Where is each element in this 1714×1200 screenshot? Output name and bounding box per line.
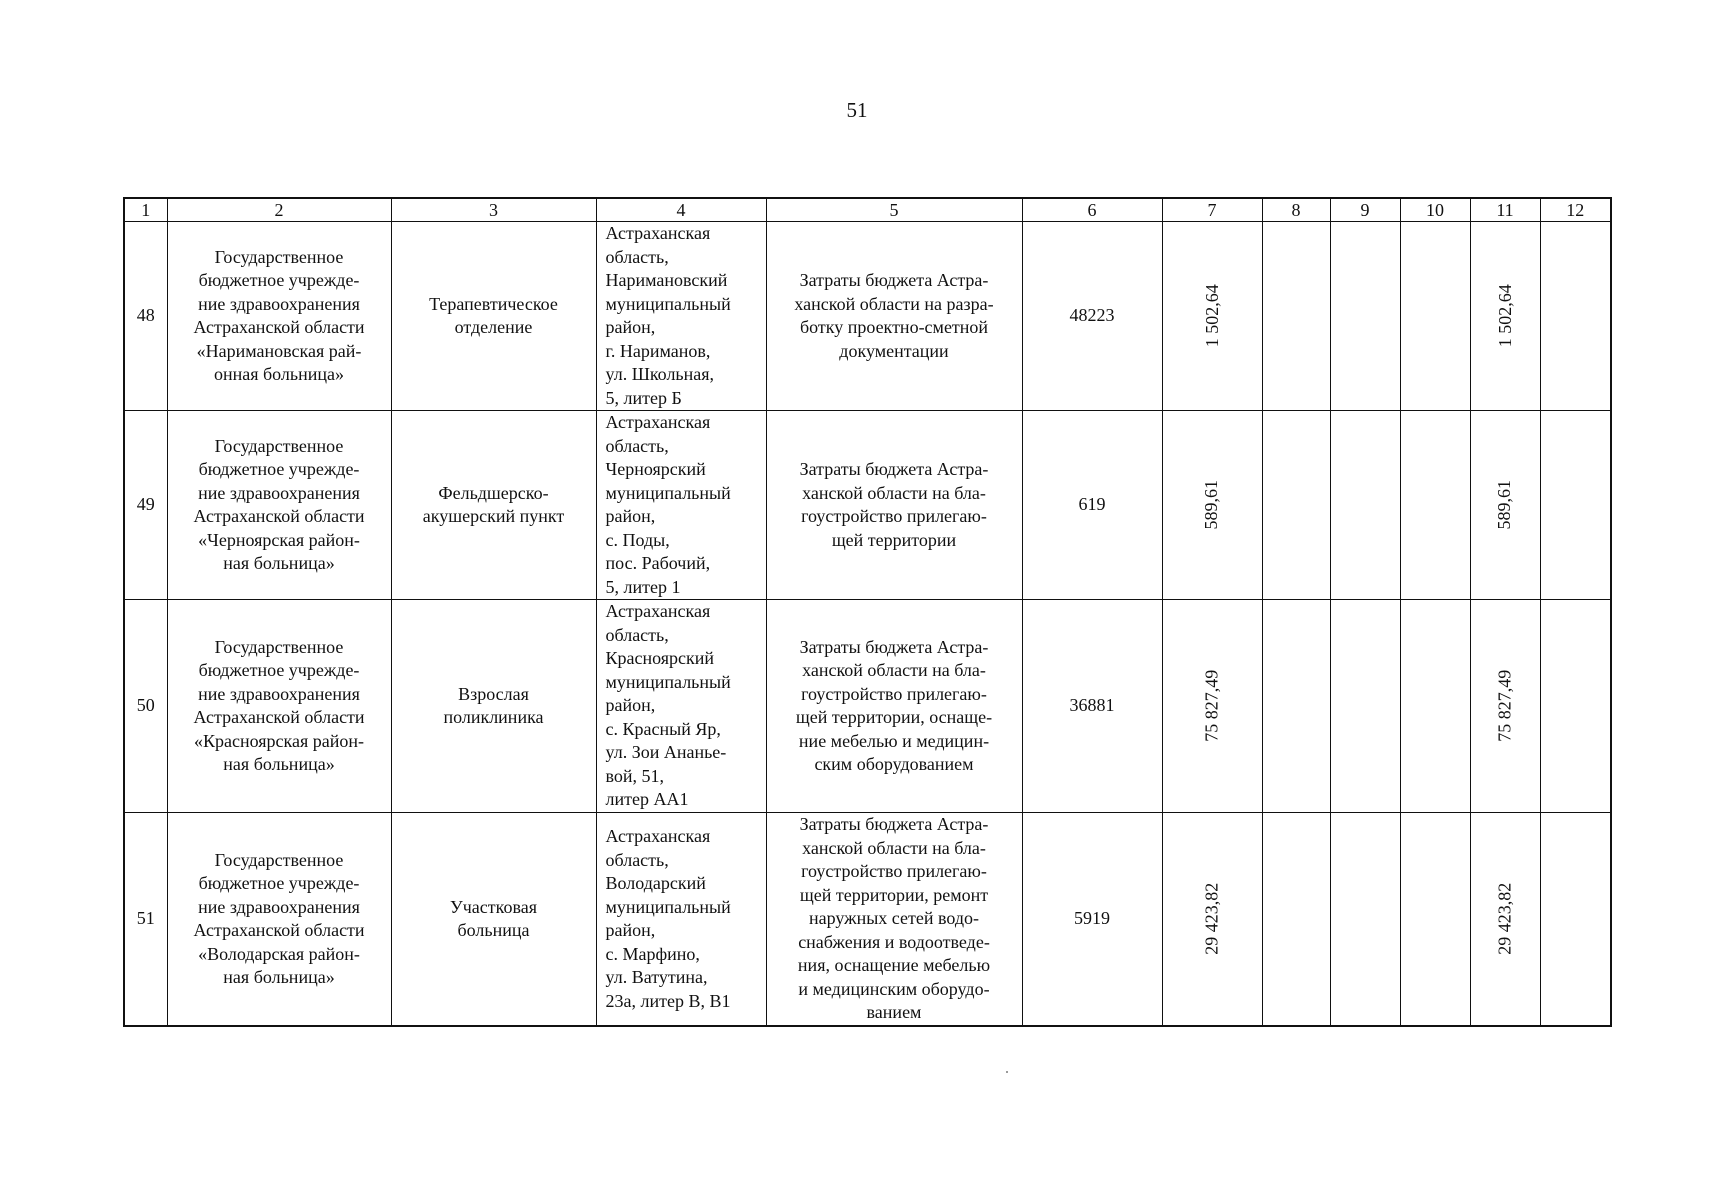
column-header: 10 — [1400, 198, 1470, 222]
data-table — [123, 197, 1612, 1027]
col7-cell — [1162, 813, 1262, 1027]
table-row — [124, 813, 1611, 1027]
expense-cell: Затраты бюджета Астра- ханской области на бла- гоустройство прилегаю- щей территории, оснаще- ние мебелью и медицин- ским оборудованием — [766, 600, 1022, 813]
table-header-row — [124, 198, 1611, 222]
table-row — [124, 600, 1611, 813]
scan-speck — [1006, 1071, 1008, 1073]
col11-value: 75 827,49 — [1494, 670, 1515, 742]
column-header: 1 — [124, 198, 167, 222]
column-header: 6 — [1022, 198, 1162, 222]
col8-cell — [1262, 600, 1330, 813]
row-number: 50 — [124, 600, 167, 813]
column-header: 12 — [1540, 198, 1611, 222]
col9-cell — [1330, 600, 1400, 813]
col10-cell — [1400, 813, 1470, 1027]
column-header: 5 — [766, 198, 1022, 222]
col12-cell — [1540, 813, 1611, 1027]
col11-cell — [1470, 411, 1540, 600]
row-number: 49 — [124, 411, 167, 600]
object-cell: Участковая больница — [391, 813, 596, 1027]
column-header: 11 — [1470, 198, 1540, 222]
address-cell: Астраханская область, Черноярский муниципальный район, с. Поды, пос. Рабочий, 5, литер 1 — [596, 411, 766, 600]
col8-cell — [1262, 411, 1330, 600]
address-cell: Астраханская область, Наримановский муниципальный район, г. Нариманов, ул. Школьная, 5, литер Б — [596, 222, 766, 411]
col10-cell — [1400, 600, 1470, 813]
col6-cell: 36881 — [1022, 600, 1162, 813]
column-header: 8 — [1262, 198, 1330, 222]
expense-cell: Затраты бюджета Астра- ханской области на разра- ботку проектно-сметной документации — [766, 222, 1022, 411]
address-cell: Астраханская область, Володарский муниципальный район, с. Марфино, ул. Ватутина, 23а, литер В, В1 — [596, 813, 766, 1027]
page-number: 51 — [846, 98, 868, 122]
column-header: 7 — [1162, 198, 1262, 222]
institution-cell: Государственное бюджетное учрежде- ние здравоохранения Астраханской области «Володарская район- ная больница» — [167, 813, 391, 1027]
col11-value: 589,61 — [1494, 480, 1515, 530]
col7-value: 1 502,64 — [1201, 284, 1222, 348]
col7-cell — [1162, 600, 1262, 813]
table-row — [124, 222, 1611, 411]
col9-cell — [1330, 222, 1400, 411]
col12-cell — [1540, 411, 1611, 600]
table-row — [124, 411, 1611, 600]
col11-cell — [1470, 813, 1540, 1027]
col11-cell — [1470, 222, 1540, 411]
col7-value: 75 827,49 — [1201, 670, 1222, 742]
institution-cell: Государственное бюджетное учрежде- ние здравоохранения Астраханской области «Красноярская район- ная больница» — [167, 600, 391, 813]
object-cell: Фельдшерско- акушерский пункт — [391, 411, 596, 600]
institution-cell: Государственное бюджетное учрежде- ние здравоохранения Астраханской области «Наримановская рай- онная больница» — [167, 222, 391, 411]
column-header: 3 — [391, 198, 596, 222]
address-cell: Астраханская область, Красноярский муниципальный район, с. Красный Яр, ул. Зои Ананье- вой, 51, литер АА1 — [596, 600, 766, 813]
object-cell: Терапевтическое отделение — [391, 222, 596, 411]
col11-value: 29 423,82 — [1494, 883, 1515, 955]
col6-cell: 48223 — [1022, 222, 1162, 411]
col10-cell — [1400, 222, 1470, 411]
column-header: 4 — [596, 198, 766, 222]
col6-cell: 5919 — [1022, 813, 1162, 1027]
col8-cell — [1262, 222, 1330, 411]
institution-cell: Государственное бюджетное учрежде- ние здравоохранения Астраханской области «Черноярская район- ная больница» — [167, 411, 391, 600]
col7-cell — [1162, 222, 1262, 411]
expense-cell: Затраты бюджета Астра- ханской области на бла- гоустройство прилегаю- щей территории — [766, 411, 1022, 600]
row-number: 51 — [124, 813, 167, 1027]
col9-cell — [1330, 813, 1400, 1027]
col12-cell — [1540, 222, 1611, 411]
col6-cell: 619 — [1022, 411, 1162, 600]
col12-cell — [1540, 600, 1611, 813]
col7-cell — [1162, 411, 1262, 600]
column-header: 9 — [1330, 198, 1400, 222]
col7-value: 589,61 — [1201, 480, 1222, 530]
col9-cell — [1330, 411, 1400, 600]
column-header: 2 — [167, 198, 391, 222]
col11-cell — [1470, 600, 1540, 813]
expense-cell: Затраты бюджета Астра- ханской области на бла- гоустройство прилегаю- щей территории, ремонт наружных сетей водо- снабжения и водоотведе- ния, оснащение мебелью и медицинским оборудо- ванием — [766, 813, 1022, 1027]
col10-cell — [1400, 411, 1470, 600]
row-number: 48 — [124, 222, 167, 411]
col8-cell — [1262, 813, 1330, 1027]
col11-value: 1 502,64 — [1494, 284, 1515, 348]
col7-value: 29 423,82 — [1201, 883, 1222, 955]
object-cell: Взрослая поликлиника — [391, 600, 596, 813]
